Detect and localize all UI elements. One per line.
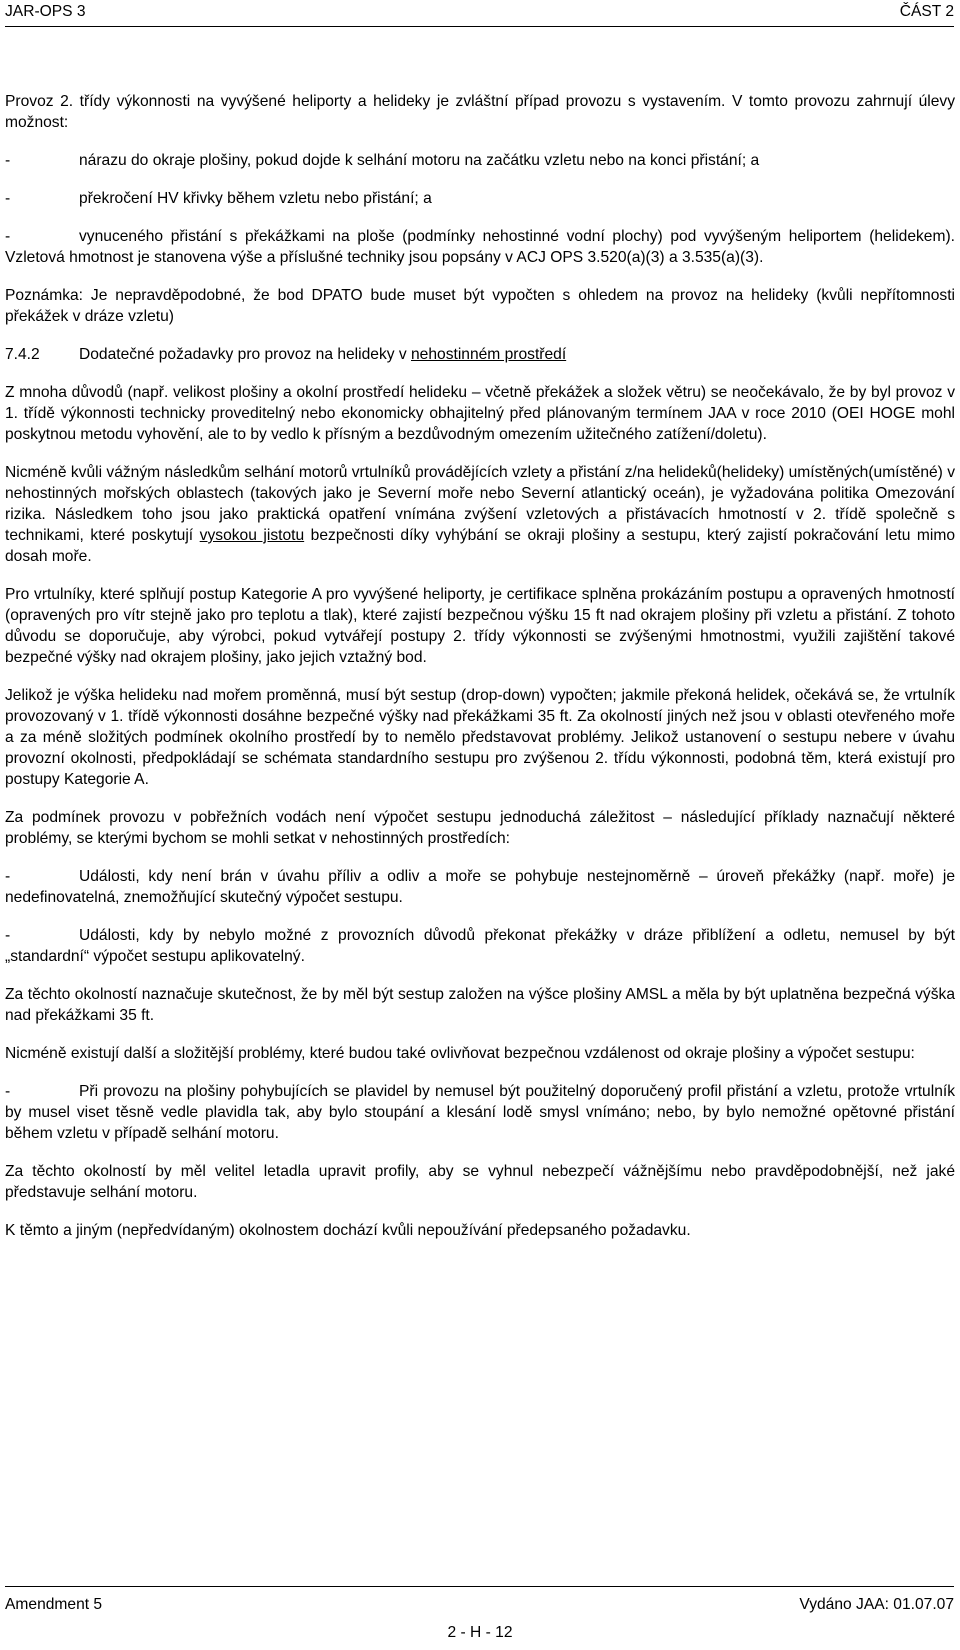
- section-heading: [5, 344, 955, 365]
- list-item: [5, 925, 955, 967]
- footer-amendment: Amendment 5: [5, 1596, 103, 1613]
- section-title-text: Dodatečné požadavky pro provoz na helideky v: [79, 346, 411, 363]
- list-item-text: překročení HV křivky během vzletu nebo přistání; a: [79, 190, 432, 207]
- page-header: [5, 2, 954, 27]
- page-number: 2 - H - 12: [447, 1624, 513, 1641]
- header-part: ČÁST 2: [899, 3, 954, 20]
- paragraph: Z mnoha důvodů (např. velikost plošiny a okolní prostředí helideku – včetně překážek a složek větru) se neočekávalo, že by byl provoz v 1. třídě výkonnosti technicky proveditelný nebo ekonomicky obhajitelný před plánovaným termínem JAA v roce 2010 (OEI HOGE mohl poskytnou metodu vyhovění, ale to by vedlo k přísným a bezdůvodným omezením užitečného zatížení/doletu).: [5, 384, 955, 443]
- underlined-text: vysokou jistotu: [199, 527, 305, 544]
- list-item-text: Při provozu na plošiny pohybujících se plavidel by nemusel být použitelný doporučený profil přistání a vzletu, protože vrtulník by musel viset těsně vedle plavidla tak, aby bylo stoupání a klesání lodě smysl vnímáno; nebo, by bylo nemožné opětovné přistání během vzletu v případě selhání motoru.: [5, 1083, 955, 1142]
- list-dash: -: [5, 1083, 11, 1100]
- note-paragraph: Poznámka: Je nepravděpodobné, že bod DPATO bude muset být vypočten s ohledem na provoz na helideky (kvůli nepřítomnosti překážek v dráze vzletu): [5, 287, 955, 325]
- list-item: [5, 188, 955, 209]
- paragraph-text: Nicméně kvůli vážným následkům selhání motorů vrtulníků provádějících vzlety a přistání z/na helideků(helideky) umístěných(umístěné) v nehostinných mořských oblastech (takových jako je Severní moře nebo Severní atlantický oceán), je vyžadována politika Omezování rizika. Následkem toho jsou jako praktická opatření vnímána zvýšení vzletových a přistávacích hmotností v 2. třídě společně s technikami, které poskytují: [5, 464, 955, 544]
- list-item: [5, 226, 955, 268]
- paragraph: K těmto a jiným (nepředvídaným) okolnostem dochází kvůli nepoužívání předepsaného požadavku.: [5, 1222, 691, 1239]
- paragraph: Za těchto okolností naznačuje skutečnost, že by měl být sestup založen na výšce plošiny AMSL a měla by být uplatněna bezpečná výška nad překážkami 35 ft.: [5, 986, 955, 1024]
- page-footer: [5, 1586, 954, 1615]
- list-dash: -: [5, 228, 11, 245]
- paragraph: Pro vrtulníky, které splňují postup Kategorie A pro vyvýšené heliporty, je certifikace splněna prokázáním postupu a opravených hmotností (opravených pro vítr stejně jako pro teplotu a tlak), které zajistí bezpečnou výšku 15 ft nad okrajem plošiny při vzletu a přistání. Z tohoto důvodu se doporučuje, aby výrobci, pokud vytvářejí postupy 2. třídy výkonnosti se zvýšenými hmotnostmi, využili zajištění takové bezpečné výšky nad okrajem plošiny, jako jejich vztažný bod.: [5, 586, 955, 666]
- list-item-text: vynuceného přistání s překážkami na ploše (podmínky nehostinné vodní plochy) pod vyvýšeným heliportem (helidekem). Vzletová hmotnost je stanovena výše a příslušné techniky jsou popsány v ACJ OPS 3.520(a)(3) a 3.535(a)(3).: [5, 228, 955, 266]
- paragraph: [5, 462, 955, 567]
- paragraph: Provoz 2. třídy výkonnosti na vyvýšené heliporty a helideky je zvláštní případ provozu s vystavením. V tomto provozu zahrnují úlevy možnost:: [5, 93, 955, 131]
- section-number: 7.4.2: [5, 346, 40, 363]
- footer-issue-date: Vydáno JAA: 01.07.07: [799, 1596, 954, 1613]
- paragraph: Za těchto okolností by měl velitel letadla upravit profily, aby se vyhnul nebezpečí vážnějšímu nebo pravděpodobnější, než jaké představuje selhání motoru.: [5, 1163, 955, 1201]
- list-dash: -: [5, 868, 11, 885]
- list-item: [5, 866, 955, 908]
- list-item: [5, 1081, 955, 1144]
- list-item: [5, 150, 955, 171]
- list-dash: -: [5, 152, 11, 169]
- document-body: [5, 91, 955, 1258]
- list-dash: -: [5, 927, 11, 944]
- section-title-underlined: nehostinném prostředí: [411, 346, 567, 363]
- paragraph: Nicméně existují další a složitější problémy, které budou také ovlivňovat bezpečnou vzdálenost od okraje plošiny a výpočet sestupu:: [5, 1045, 915, 1062]
- list-dash: -: [5, 190, 11, 207]
- paragraph: Za podmínek provozu v pobřežních vodách není výpočet sestupu jednoduchá záležitost – následující příklady naznačují některé problémy, se kterými bychom se mohli setkat v nehostinných prostředích:: [5, 809, 955, 847]
- list-item-text: nárazu do okraje plošiny, pokud dojde k selhání motoru na začátku vzletu nebo na konci přistání; a: [79, 152, 760, 169]
- header-doc-id: JAR-OPS 3: [5, 3, 86, 20]
- list-item-text: Události, kdy není brán v úvahu příliv a odliv a moře se pohybuje nestejnoměrně – úroveň překážky (např. moře) je nedefinovatelná, znemožňující skutečný výpočet sestupu.: [5, 868, 955, 906]
- paragraph: Jelikož je výška helideku nad mořem proměnná, musí být sestup (drop-down) vypočten; jakmile překoná helidek, očekává se, že vrtulník provozovaný v 1. třídě výkonnosti dosáhne bezpečné výšky nad překážkami 35 ft. Za okolností jiných než jsou v oblasti otevřeného moře a za méně složitých podmínek okolního prostředí by to nemělo představovat problémy. Jelikož ustanovení o sestupu nebere v úvahu provozní okolnosti, předpokládají se schémata standardního sestupu pro zvýšenou 2. třídu výkonnosti, podobná těm, která existují pro postupy Kategorie A.: [5, 687, 955, 788]
- section-title: [79, 344, 566, 365]
- list-item-text: Události, kdy by nebylo možné z provozních důvodů překonat překážky v dráze přiblížení a odletu, nemusel by být „standardní“ výpočet sestupu aplikovatelný.: [5, 927, 955, 965]
- paragraph-text: bezpečnosti díky vyhýbání se okraji plošiny a sestupu, který zajistí pokračování letu mimo dosah moře.: [5, 527, 956, 565]
